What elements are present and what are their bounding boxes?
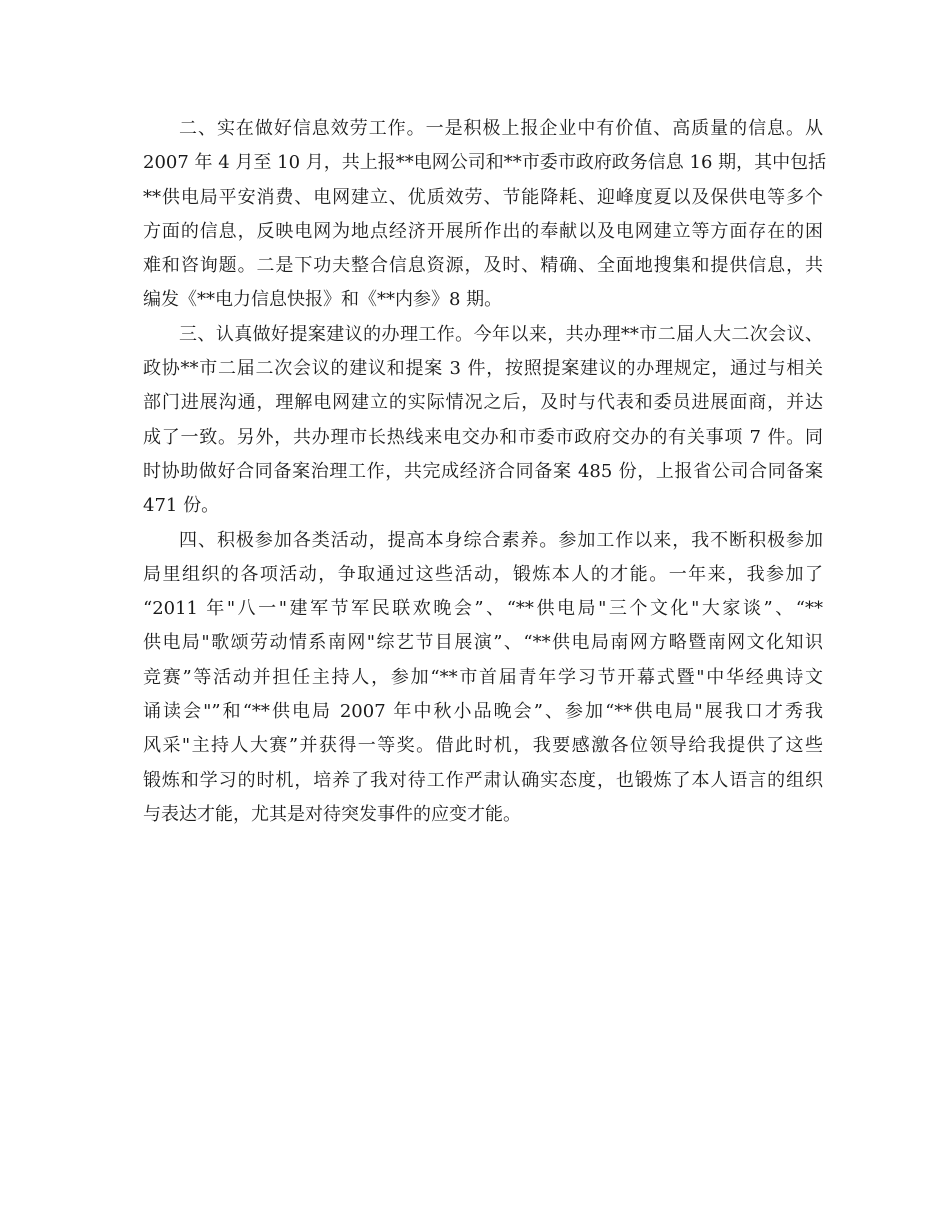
text-line: 编发《**电力信息快报》和《**内参》8 期。 <box>143 289 503 311</box>
paragraph-activities <box>143 524 823 833</box>
text-line: 难和咨询题。二是下功夫整合信息资源，及时、精确、全面地搜集和提供信息，共 <box>143 255 823 277</box>
text-line: 2007 年 4 月至 10 月，共上报**电网公司和**市委市政府政务信息 16 期，其中包括 <box>143 152 827 174</box>
text-line: “2011 年"八一"建军节军民联欢晚会”、“**供电局"三个文化"大家谈”、“** <box>143 598 823 620</box>
text-line: 与表达才能，尤其是对待突发事件的应变才能。 <box>143 803 521 825</box>
text-line: 局里组织的各项活动，争取通过这些活动，锻炼本人的才能。一年来，我参加了 <box>143 563 823 585</box>
text-line: 时协助做好合同备案治理工作，共完成经济合同备案 485 份，上报省公司合同备案 <box>143 460 823 482</box>
text-line: 方面的信息，反映电网为地点经济开展所作出的奉献以及电网建立等方面存在的困 <box>143 220 823 242</box>
document-body <box>143 112 827 832</box>
text-line: 政协**市二届二次会议的建议和提案 3 件，按照提案建议的办理规定，通过与相关 <box>143 358 823 380</box>
text-line: 诵读会"”和“**供电局 2007 年中秋小品晚会”、参加“**供电局"展我口才秀我 <box>143 701 823 723</box>
text-line: 供电局"歌颂劳动情系南网"综艺节目展演”、“**供电局南网方略暨南网文化知识 <box>143 632 823 654</box>
paragraph-proposal-handling <box>143 318 823 524</box>
paragraph-information-service <box>143 112 827 318</box>
text-line: 锻炼和学习的时机，培养了我对待工作严肃认确实态度，也锻炼了本人语言的组织 <box>143 769 823 791</box>
text-line: 三、认真做好提案建议的办理工作。今年以来，共办理**市二届人大二次会议、 <box>179 323 823 345</box>
text-line: 471 份。 <box>143 495 220 517</box>
text-line: 四、积极参加各类活动，提高本身综合素养。参加工作以来，我不断积极参加 <box>179 529 823 551</box>
text-line: 风采"主持人大赛”并获得一等奖。借此时机，我要感激各位领导给我提供了这些 <box>143 735 823 757</box>
text-line: 竞赛”等活动并担任主持人，参加“**市首届青年学习节开幕式暨"中华经典诗文 <box>143 666 823 688</box>
text-line: 成了一致。另外，共办理市长热线来电交办和市委市政府交办的有关事项 7 件。同 <box>143 426 823 448</box>
text-line: **供电局平安消费、电网建立、优质效劳、节能降耗、迎峰度夏以及保供电等多个 <box>143 186 823 208</box>
text-line: 部门进展沟通，理解电网建立的实际情况之后，及时与代表和委员进展面商，并达 <box>143 392 823 414</box>
text-line: 二、实在做好信息效劳工作。一是积极上报企业中有价值、高质量的信息。从 <box>179 118 823 139</box>
